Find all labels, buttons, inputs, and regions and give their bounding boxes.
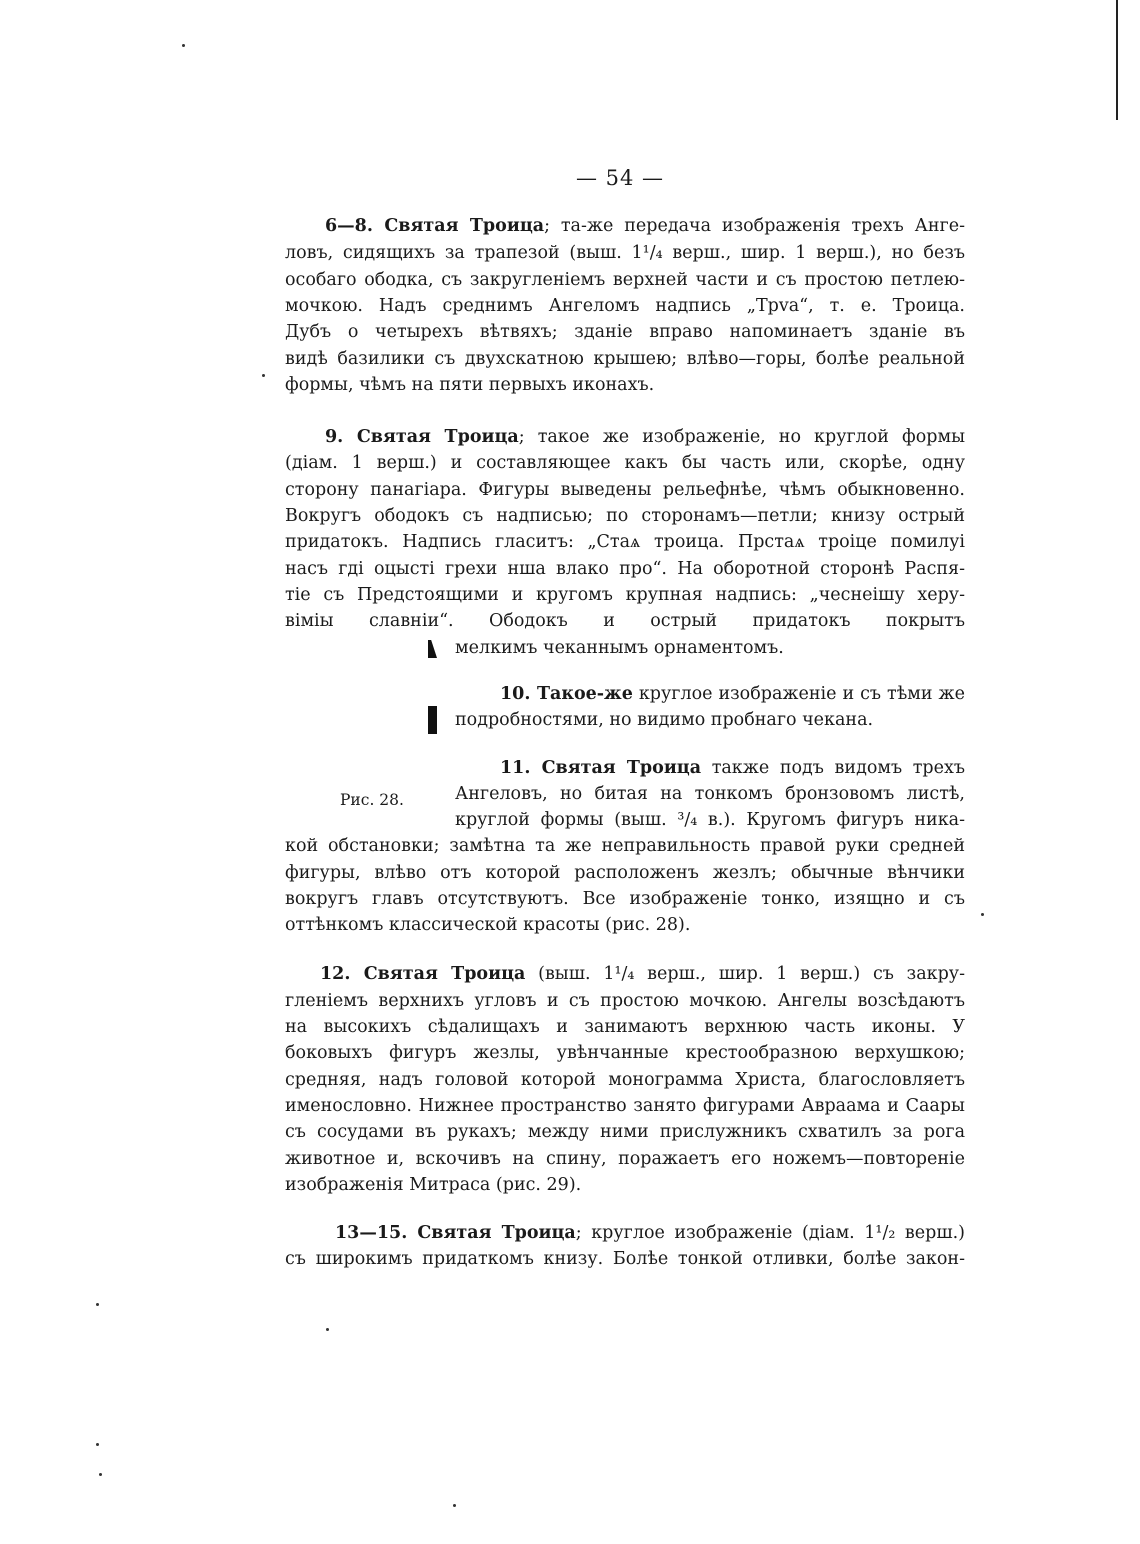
- entry-9-line-1: 9. Святая Троица; такое же изображеніе, но круглой формы: [325, 427, 966, 447]
- entry-12-line-9: изображенія Митраса (рис. 29).: [285, 1175, 582, 1195]
- figure-mark-top: [428, 640, 437, 658]
- figure-mark-bottom: [428, 706, 437, 734]
- entry-9-line-7: тіе съ Предстоящими и кругомъ крупная надпись: „чеснеішу херу-: [285, 585, 965, 605]
- entry-6-8-line-4: мочкою. Надъ среднимъ Ангеломъ надпись „Трvа“, т. е. Троица.: [285, 296, 965, 316]
- entry-12-line-7: съ сосудами въ рукахъ; между ними прислужникъ схватилъ за рога: [285, 1122, 965, 1142]
- entry-12-line-1: 12. Святая Троица (выш. 1¹/₄ верш., шир. 1 верш.) съ закру-: [320, 964, 965, 984]
- entry-11-line-3: круглой формы (выш. ³/₄ в.). Кругомъ фигуръ ника-: [455, 810, 965, 830]
- entry-11-line-7: оттѣнкомъ классической красоты (рис. 28).: [285, 915, 691, 935]
- entry-12-line-3: на высокихъ сѣдалищахъ и занимаютъ верхнюю часть иконы. У: [285, 1017, 965, 1037]
- entry-11-line-5: фигуры, влѣво отъ которой расположенъ жезлъ; обычные вѣнчики: [285, 863, 965, 883]
- entry-9-line-9: мелкимъ чеканнымъ орнаментомъ.: [455, 638, 784, 658]
- entry-title: 12. Святая Троица: [320, 964, 526, 984]
- entry-11-line-2: Ангеловъ, но битая на тонкомъ бронзовомъ листѣ,: [455, 784, 965, 804]
- entry-12-line-6: именословно. Нижнее пространство занято фигурами Авраама и Саары: [285, 1096, 965, 1116]
- entry-13-15-line-1: 13—15. Святая Троица; круглое изображеніе (діам. 1¹/₂ верш.): [335, 1223, 965, 1243]
- entry-6-8-line-7: формы, чѣмъ на пяти первыхъ иконахъ.: [285, 375, 655, 395]
- scan-speck: [262, 374, 265, 377]
- entry-9-line-2: (діам. 1 верш.) и составляющее какъ бы часть или, скорѣе, одну: [285, 453, 965, 473]
- entry-12-line-2: гленіемъ верхнихъ угловъ и съ простою мочкою. Ангелы возсѣдаютъ: [285, 991, 965, 1011]
- entry-9-line-8: віміы славніи“. Ободокъ и острый придатокъ покрытъ: [285, 611, 965, 631]
- entry-6-8-line-1: 6—8. Святая Троица; та-же передача изображенія трехъ Анге-: [325, 216, 965, 236]
- entry-title: 9. Святая Троица: [325, 427, 519, 447]
- entry-9-line-3: сторону панагіара. Фигуры выведены рельефнѣе, чѣмъ обыкновенно.: [285, 480, 965, 500]
- entry-9-line-4: Вокругъ ободокъ съ надписью; по сторонамъ—петли; книзу острый: [285, 506, 965, 526]
- entry-9-line-6: насъ гді оцысті грехи нша влако про“. На оборотной сторонѣ Распя-: [285, 559, 965, 579]
- scan-speck: [453, 1504, 456, 1507]
- page-number: — 54 —: [575, 166, 665, 190]
- scan-speck: [981, 913, 984, 916]
- entry-10-line-1: 10. Такое-же круглое изображеніе и съ тѣми же: [500, 684, 966, 704]
- entry-10-line-2: подробностями, но видимо пробнаго чекана.: [455, 710, 874, 730]
- entry-11-line-1: 11. Святая Троица также подъ видомъ трехъ: [500, 758, 965, 778]
- scan-speck: [326, 1328, 329, 1331]
- entry-12-line-8: животное и, вскочивъ на спину, поражаетъ его ножемъ—повтореніе: [285, 1149, 965, 1169]
- entry-title: 10. Такое-же: [500, 684, 633, 704]
- entry-title: 6—8. Святая Троица: [325, 216, 545, 236]
- scan-speck: [96, 1443, 99, 1446]
- scan-speck: [99, 1473, 102, 1476]
- entry-13-15-line-2: съ широкимъ придаткомъ книзу. Болѣе тонкой отливки, болѣе закон-: [285, 1249, 965, 1269]
- entry-6-8-line-3: особаго ободка, съ закругленіемъ верхней части и съ простою петлею-: [285, 270, 965, 290]
- entry-6-8-line-5: Дубъ о четырехъ вѣтвяхъ; зданіе вправо напоминаетъ зданіе въ: [285, 322, 965, 342]
- entry-11-line-4: кой обстановки; замѣтна та же неправильность правой руки средней: [285, 836, 965, 856]
- entry-6-8-line-2: ловъ, сидящихъ за трапезой (выш. 1¹/₄ верш., шир. 1 верш.), но безъ: [285, 243, 965, 263]
- entry-9-line-5: придатокъ. Надпись гласитъ: „Стаѧ троица. Прстаѧ троіце помилуі: [285, 532, 965, 552]
- entry-6-8-line-6: видѣ базилики съ двухскатною крышею; влѣво—горы, болѣе реальной: [285, 349, 965, 369]
- entry-11-line-6: вокругъ главъ отсутствуютъ. Все изображеніе тонко, изящно и съ: [285, 889, 965, 909]
- entry-12-line-5: средняя, надъ головой которой монограмма Христа, благословляетъ: [285, 1070, 965, 1090]
- entry-12-line-4: боковыхъ фигуръ жезлы, увѣнчанные крестообразною верхушкою;: [285, 1043, 965, 1063]
- figure-caption: Рис. 28.: [340, 791, 404, 809]
- entry-title: 13—15. Святая Троица: [335, 1223, 576, 1243]
- scan-speck: [182, 44, 185, 47]
- page-edge-line: [1116, 0, 1118, 120]
- scan-speck: [96, 1303, 99, 1306]
- entry-title: 11. Святая Троица: [500, 758, 702, 778]
